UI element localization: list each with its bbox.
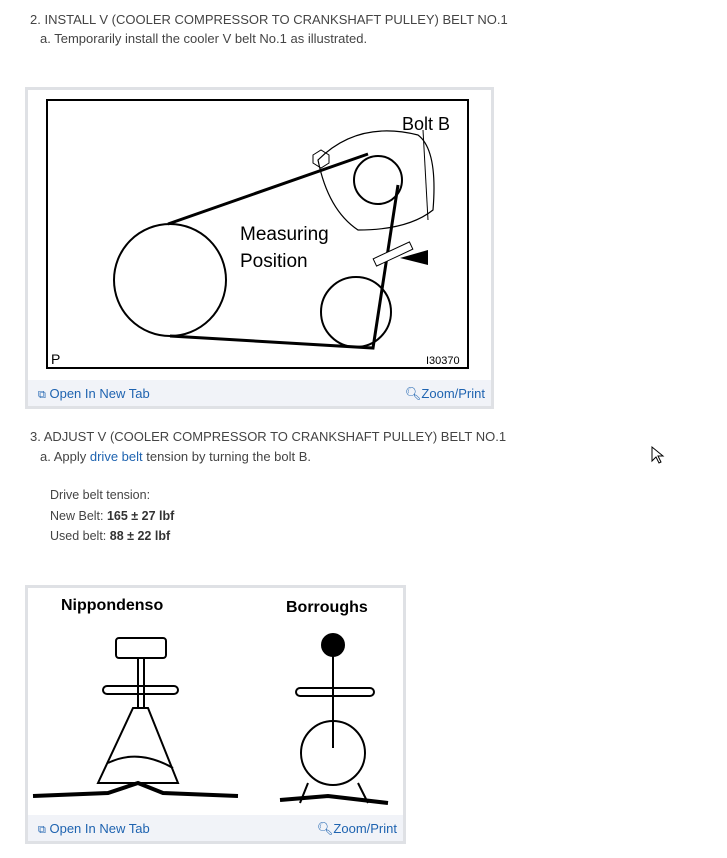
label-measuring: Measuring <box>240 224 329 245</box>
open-tab-icon: ⧉ <box>38 389 46 401</box>
tension-used <box>50 529 170 543</box>
step3-instruction <box>40 449 311 464</box>
label-p: P <box>51 351 61 367</box>
instruction-text: tension by turning the bolt B. <box>142 449 312 464</box>
drive-belt-link[interactable]: drive belt <box>89 449 143 464</box>
zoom-print-link[interactable]: 🔍︎Zoom/Print <box>404 386 485 401</box>
label-position: Position <box>240 251 308 272</box>
used-belt-value: 88 ± 22 lbf <box>109 529 171 543</box>
figure2-caption-bar <box>28 815 403 841</box>
step3-title: 3. ADJUST V (COOLER COMPRESSOR TO CRANKSHAFT PULLEY) BELT NO.1 <box>30 429 507 444</box>
figure-belt-install <box>25 87 494 409</box>
zoom-print-link[interactable]: 🔍︎Zoom/Print <box>316 821 397 836</box>
step2-title: 2. INSTALL V (COOLER COMPRESSOR TO CRANKSHAFT PULLEY) BELT NO.1 <box>30 12 508 27</box>
open-in-new-tab-link[interactable]: ⧉ Open In New Tab <box>38 821 150 836</box>
open-in-new-tab-link[interactable]: ⧉ Open In New Tab <box>38 386 150 401</box>
new-belt-label: New Belt: <box>50 509 107 523</box>
step2-instruction: a. Temporarily install the cooler V belt No.1 as illustrated. <box>40 31 368 46</box>
used-belt-label: Used belt: <box>50 529 110 543</box>
label-borroughs: Borroughs <box>286 599 368 616</box>
zoom-in-icon: 🔍︎ <box>404 386 422 401</box>
new-belt-value: 165 ± 27 lbf <box>106 509 175 523</box>
label-nippondenso: Nippondenso <box>61 597 164 614</box>
tension-gauge-diagram <box>28 588 403 816</box>
tension-heading: Drive belt tension: <box>50 488 151 502</box>
figure-tension-gauges <box>25 585 406 844</box>
belt-diagram <box>28 90 491 380</box>
mouse-cursor-icon <box>650 445 666 465</box>
zoom-in-icon: 🔍︎ <box>316 821 334 836</box>
figure1-caption-bar <box>28 380 491 406</box>
tension-new <box>50 509 174 523</box>
label-code: I30370 <box>426 355 460 367</box>
instruction-text: a. Apply <box>40 449 90 464</box>
label-bolt-b: Bolt B <box>402 114 451 134</box>
open-tab-icon: ⧉ <box>38 824 46 836</box>
